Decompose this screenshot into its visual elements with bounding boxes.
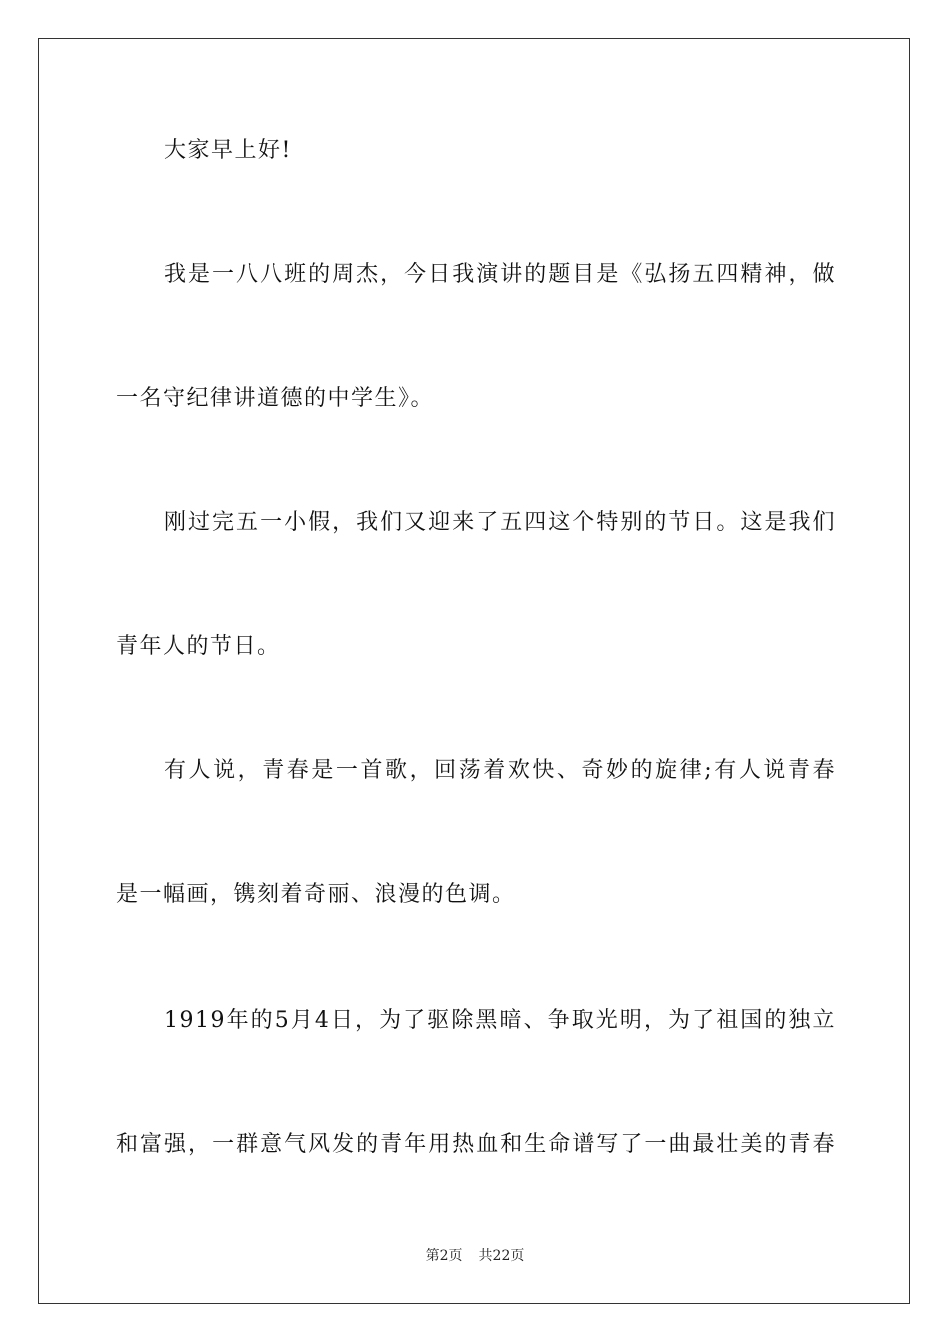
paragraph-line: 有人说，青春是一首歌，回荡着欢快、奇妙的旋律;有人说青春 xyxy=(164,758,836,783)
page-border xyxy=(38,38,910,1304)
page-total: 共22页 xyxy=(478,1248,525,1264)
page-footer xyxy=(0,1246,950,1266)
paragraph-line: 大家早上好! xyxy=(164,138,292,163)
paragraph-line: 我是一八八班的周杰，今日我演讲的题目是《弘扬五四精神，做 xyxy=(164,262,836,287)
page-number: 第2页 xyxy=(425,1248,463,1264)
paragraph-line: 一名守纪律讲道德的中学生》。 xyxy=(116,386,435,411)
paragraph-line: 是一幅画，镌刻着奇丽、浪漫的色调。 xyxy=(116,882,516,907)
paragraph-line: 刚过完五一小假，我们又迎来了五四这个特别的节日。这是我们 xyxy=(164,510,836,535)
paragraph-line: 青年人的节日。 xyxy=(116,634,281,659)
paragraph-line: 和富强，一群意气风发的青年用热血和生命谱写了一曲最壮美的青春 xyxy=(116,1132,836,1157)
paragraph-line: 1919年的5月4日，为了驱除黑暗、争取光明，为了祖国的独立 xyxy=(164,1008,836,1033)
